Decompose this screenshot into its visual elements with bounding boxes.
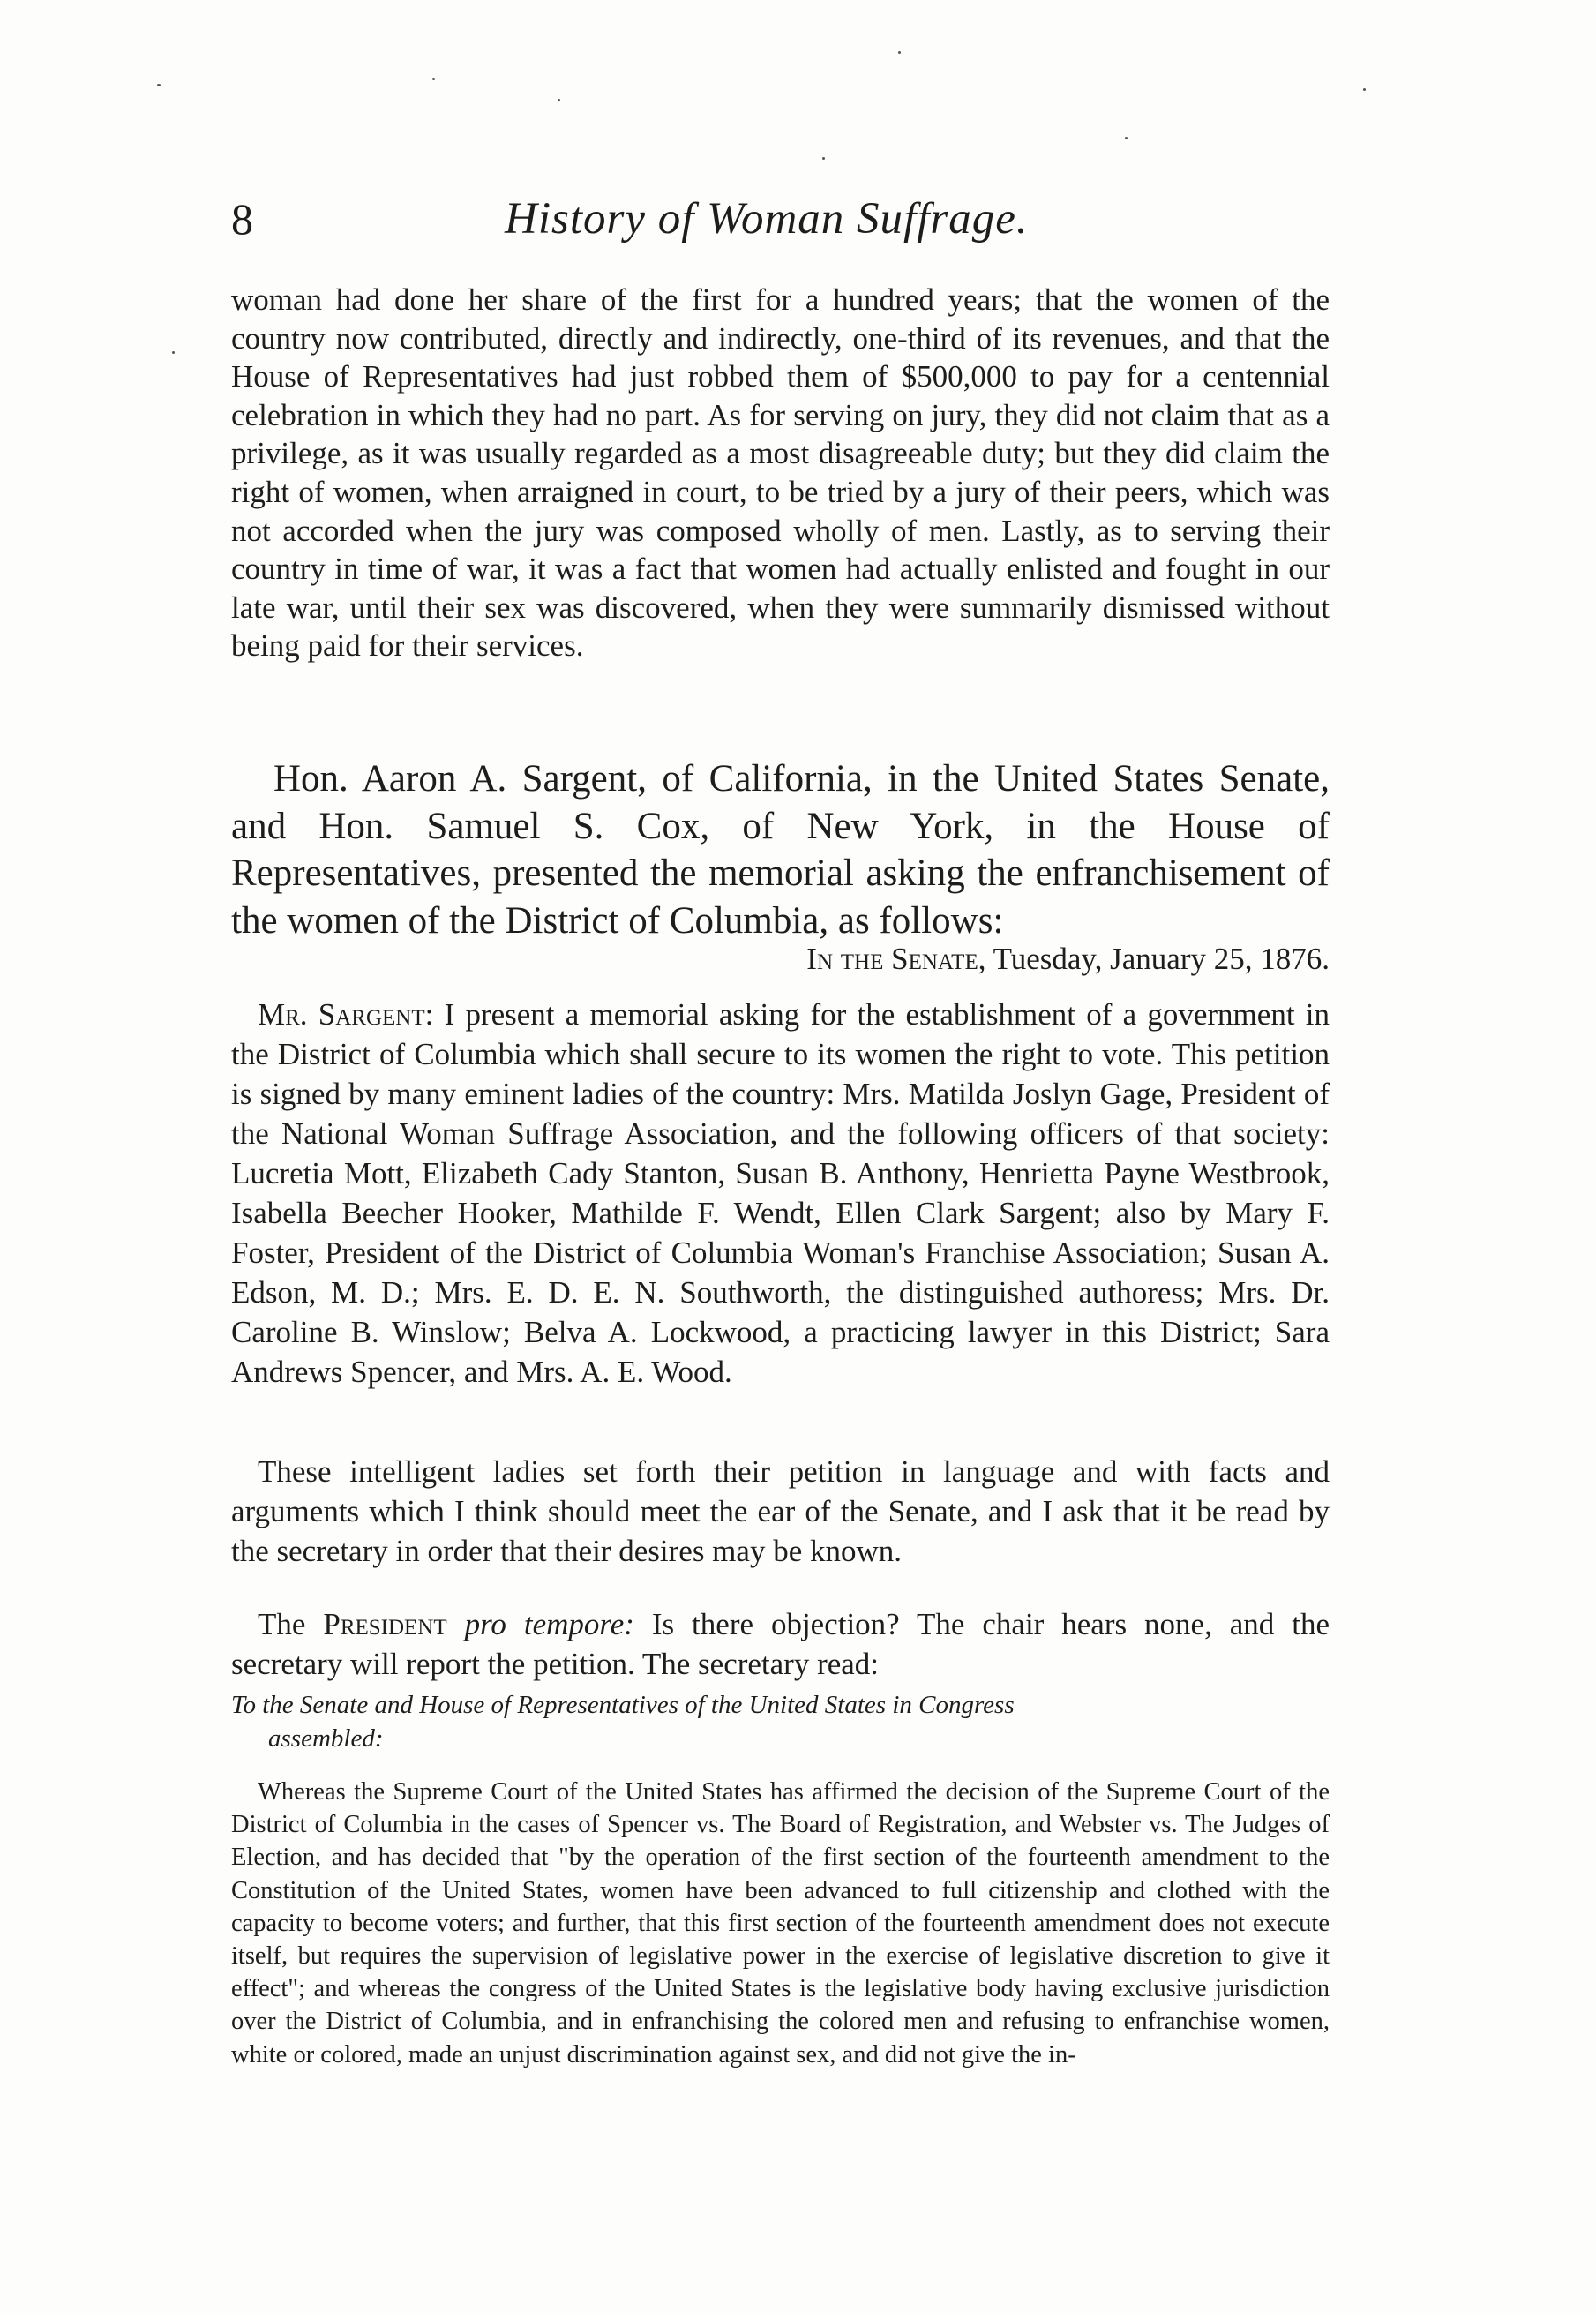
dateline-location: In the Senate bbox=[806, 942, 978, 976]
speech-president bbox=[231, 1604, 1330, 1684]
scan-speck bbox=[432, 78, 435, 80]
petition-address bbox=[231, 1688, 1330, 1755]
running-title: History of Woman Suffrage. bbox=[505, 194, 1029, 244]
speech-intelligent-ladies: These intelligent ladies set forth their petition in language and with facts and arguments which I think should meet the ear of the Senate, and I ask that it be read by the secretary in order that their desires may be known. bbox=[231, 1454, 1330, 1568]
senate-dateline bbox=[806, 939, 1330, 979]
scan-speck bbox=[898, 51, 901, 54]
body-paragraph-memorial-intro: Hon. Aaron A. Sargent, of California, in the United States Senate, and Hon. Samuel S. Cox, of New York, in the House of Representatives, presented the memorial asking the enfranchisement of the women of the District of Columbia, as follows: bbox=[231, 758, 1330, 942]
address-line: assembled: bbox=[268, 1724, 384, 1753]
running-head bbox=[231, 192, 1330, 254]
dateline-date: , Tuesday, January 25, 1876. bbox=[978, 942, 1330, 976]
speaker-title: pro tempore: bbox=[464, 1607, 634, 1641]
scan-speck bbox=[1363, 88, 1366, 91]
scan-speck bbox=[822, 157, 825, 160]
speech-lead: The bbox=[258, 1607, 324, 1641]
scan-speck bbox=[172, 351, 175, 354]
scan-speck bbox=[1125, 137, 1128, 139]
speaker-name: President bbox=[323, 1607, 447, 1641]
page-number: 8 bbox=[231, 194, 253, 244]
speech-sargent bbox=[231, 995, 1330, 1392]
speaker-name: Mr. Sargent bbox=[258, 997, 425, 1032]
address-line: To the Senate and House of Representatives of the United States in Congress bbox=[231, 1691, 1015, 1719]
petition-whereas: Whereas the Supreme Court of the United States has affirmed the decision of the Supreme Court of the District of Columbia in the cases of Spencer vs. The Board of Registration, and Webster vs. The Judges of Election, and has decided that "by the operation of the first section of the fourteenth amendment to the Constitution of the United States, women have been advanced to full citizenship and clothed with the capacity to become voters; and further, that this first section of the fourteenth amendment does not execute itself, but requires the supervision of legislative power in the exercise of legislative discretion to give it effect"; and whereas the congress of the United States is the legislative body having exclusive jurisdiction over the District of Columbia, and in enfranchising the colored men and refusing to enfranchise women, white or colored, made an unjust discrimination against sex, and did not give the in- bbox=[231, 1778, 1330, 2069]
scan-speck bbox=[157, 84, 161, 86]
speech-text: Is there objection? The chair hears none, and the secretary will report the petition. The secretary read: bbox=[231, 1607, 1330, 1681]
scan-speck bbox=[558, 99, 560, 101]
body-paragraph-continuation: woman had done her share of the first for a hundred years; that the women of the country now contributed, directly and indirectly, one-third of its revenues, and that the House of Representatives had just robbed them of $500,000 to pay for a centennial celebration in which they had no part. As for serving on jury, they did not claim that as a privilege, as it was usually regarded as a most disagreeable duty; but they did claim the right of women, when arraigned in court, to be tried by a jury of their peers, which was not accorded when the jury was composed wholly of men. Lastly, as to serving their country in time of war, it was a fact that women had actually enlisted and fought in our late war, until their sex was discovered, when they were summarily dismissed without being paid for their services. bbox=[231, 282, 1330, 664]
speech-text: : I present a memorial asking for the establishment of a government in the District of Columbia which shall secure to its women the right to vote. This petition is signed by many eminent ladies of the country: Mrs. Matilda Joslyn Gage, President of the National Woman Suffrage Association, and the following officers of that society: Lucretia Mott, Elizabeth Cady Stanton, Susan B. Anthony, Henrietta Payne Westbrook, Isabella Beecher Hooker, Mathilde F. Wendt, Ellen Clark Sargent; also by Mary F. Foster, President of the District of Columbia Woman's Franchise Association; Susan A. Edson, M. D.; Mrs. E. D. E. N. Southworth, the distinguished authoress; Mrs. Dr. Caroline B. Winslow; Belva A. Lockwood, a practicing lawyer in this District; Sara Andrews Spencer, and Mrs. A. E. Wood. bbox=[231, 997, 1330, 1389]
